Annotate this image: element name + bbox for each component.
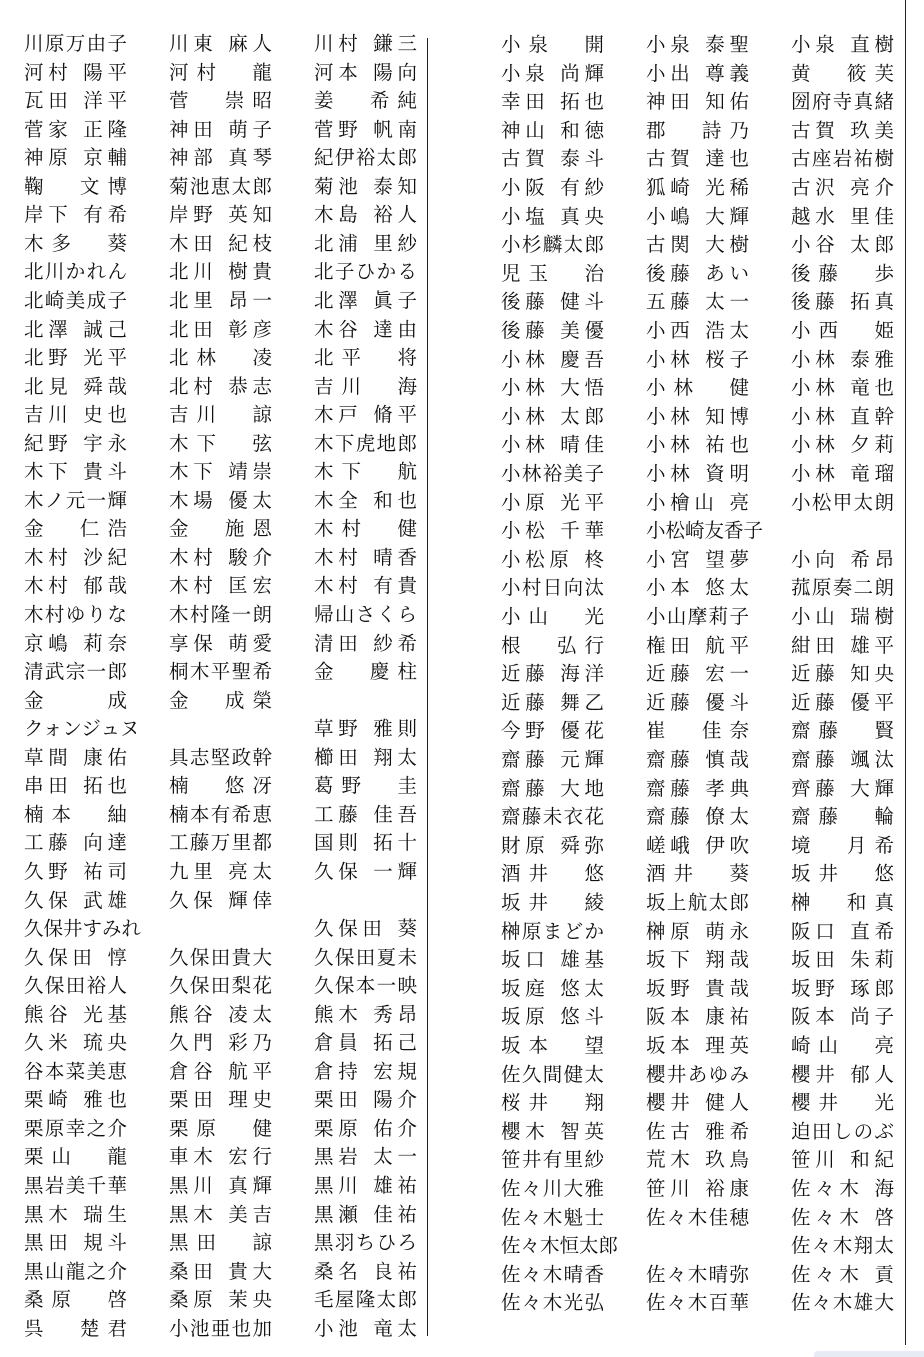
name-entry: 小 山 瑞 樹: [791, 605, 894, 628]
name-entry: 車 木 宏 行: [169, 1145, 272, 1169]
name-entry: 迫 田 し の ぶ: [791, 1119, 894, 1143]
name-entry: 呉 楚 君: [24, 1316, 127, 1340]
name-entry: 木 下 弦: [169, 431, 272, 455]
name-entry: 木 下 航: [314, 460, 417, 484]
name-entry: 小 檜 山 亮: [646, 490, 749, 514]
name-entry: 佐 々 木 晴 弥: [646, 1262, 749, 1286]
name-entry: 小 泉 泰 聖: [646, 33, 749, 56]
name-entry: 黒 岩 太 一: [314, 1145, 417, 1169]
name-entry: 北 平 将: [314, 346, 417, 370]
name-entry: [314, 887, 417, 915]
name-entry: 崎 山 亮: [791, 1034, 894, 1057]
name-entry: 坂 井 綾: [501, 891, 604, 914]
name-entry: クォンジュヌ: [24, 717, 140, 741]
name-entry: 久 保 田 梨 花: [169, 974, 272, 998]
name-entry: 小 谷 太 郎: [791, 233, 894, 257]
name-entry: 岸 野 英 知: [169, 203, 272, 227]
name-entry: 古 賀 達 也: [646, 147, 749, 171]
name-entry: 黒 川 雄 祐: [314, 1174, 417, 1197]
name-entry: 佐 古 雅 希: [646, 1119, 749, 1143]
name-entry: 近 藤 優 平: [791, 690, 894, 714]
name-entry: 草 野 雅 則: [314, 717, 417, 741]
name-entry: 黒 山 龍 之 介: [24, 1259, 127, 1283]
name-entry: 齋 藤 孝 典: [646, 776, 749, 800]
center-divider-line: [427, 38, 428, 1336]
name-entry: 北 川 樹 貴: [169, 260, 272, 284]
name-entry: 小 嶋 大 輝: [646, 204, 749, 228]
name-entry: 狐 崎 光 稀: [646, 176, 749, 199]
name-entry: 小 松 千 華: [501, 519, 604, 543]
name-entry: 栗 原 健: [169, 1116, 272, 1140]
name-entry: 佐 々 木 光 弘: [501, 1291, 604, 1315]
name-entry: 児 玉 治: [501, 261, 604, 285]
name-entry: 崔 佳 奈: [646, 719, 749, 743]
name-entry: 境 月 希: [791, 833, 894, 857]
name-entry: 木 下 虎 地 郎: [314, 431, 417, 455]
name-entry: 小 山 摩 莉 子: [646, 605, 749, 628]
name-entry: 木 村 郁 哉: [24, 574, 127, 598]
name-entry: 小 杉 麟 太 郎: [501, 233, 604, 257]
name-entry: 帰 山 さ く ら: [314, 603, 417, 626]
name-entry: [646, 1232, 749, 1260]
name-entry: 木 村 有 貴: [314, 574, 417, 598]
name-entry: 黒 川 真 輝: [169, 1174, 272, 1197]
name-entry: 草 間 康 佑: [24, 745, 127, 769]
name-entry: 坂 本 望: [501, 1034, 604, 1057]
name-entry: 菊 池 泰 知: [314, 174, 417, 198]
name-entry: 佐 々 木 啓: [791, 1205, 894, 1229]
name-entry: 工 藤 万 里 都: [169, 831, 272, 855]
name-entry: 北 里 昂 一: [169, 288, 272, 312]
name-entry: 北 崎 美 成 子: [24, 288, 127, 312]
name-entry: 荒 木 玖 鳥: [646, 1148, 749, 1172]
name-entry: 倉 谷 航 平: [169, 1059, 272, 1083]
name-entry: 齋 藤 輪: [791, 805, 894, 829]
name-entry: 小 林 竜 瑠: [791, 462, 894, 485]
name-entry: 黒 羽 ち ひ ろ: [314, 1231, 417, 1255]
name-entry: 後 藤 歩: [791, 261, 894, 285]
name-entry: 具 志 堅 政 幹: [169, 745, 272, 769]
name-entry: 嵯 峨 伊 吹: [646, 833, 749, 857]
name-entry: 坂 野 琢 郎: [791, 976, 894, 1000]
name-entry: 後 藤 拓 真: [791, 290, 894, 314]
name-entry: 小 村 日 向 汰: [501, 576, 604, 600]
name-entry: 近 藤 舞 乙: [501, 690, 604, 714]
name-entry: 榊 和 真: [791, 891, 894, 914]
name-entry: 木 村 健: [314, 517, 417, 541]
name-entry: 熊 谷 光 基: [24, 1002, 127, 1026]
name-entry: 北 川 か れ ん: [24, 260, 127, 284]
name-entry: 笹 川 裕 康: [646, 1177, 749, 1200]
name-entry: [169, 715, 272, 743]
name-entry: 河 本 陽 向: [314, 60, 417, 84]
name-entry: 川 東 麻 人: [169, 32, 272, 55]
name-entry: 栗 山 龍: [24, 1145, 127, 1169]
name-entry: 榊 原 萌 永: [646, 919, 749, 943]
name-entry: 栗 田 陽 介: [314, 1088, 417, 1112]
name-entry: 菊 池 恵 太 郎: [169, 174, 272, 198]
name-entry: 吉 川 史 也: [24, 403, 127, 427]
name-entry: 近 藤 知 央: [791, 662, 894, 686]
name-entry: 坂 本 理 英: [646, 1034, 749, 1057]
name-entry: 吉 川 海: [314, 374, 417, 398]
name-entry: 櫻 井 あ ゆ み: [646, 1062, 749, 1086]
name-entry: 紺 田 雄 平: [791, 633, 894, 657]
name-entry: 北 林 凌: [169, 346, 272, 370]
name-entry: [169, 915, 272, 943]
name-entry: 小 林 慶 吾: [501, 347, 604, 371]
name-entry: 菅 野 帆 南: [314, 117, 417, 141]
name-entry: 佐 久 間 健 太: [501, 1062, 604, 1086]
name-entry: 小 林 夕 莉: [791, 433, 894, 457]
name-entry: 北 澤 眞 子: [314, 288, 417, 312]
name-entry: 久 米 琉 央: [24, 1031, 127, 1055]
name-entry: 楠 悠 冴: [169, 774, 272, 798]
name-entry: 佐 々 木 魁 士: [501, 1205, 604, 1229]
name-entry: 佐 々 川 大 雅: [501, 1177, 604, 1200]
name-entry: 小 林 泰 雅: [791, 347, 894, 371]
name-entry: 古 座 岩 祐 樹: [791, 147, 894, 171]
name-entry: 黒 瀬 佳 祐: [314, 1202, 417, 1226]
name-entry: 工 藤 向 達: [24, 831, 127, 855]
name-entry: 神 田 知 佑: [646, 90, 749, 114]
name-entry: 国 則 拓 十: [314, 831, 417, 855]
name-entry: 坂 下 翔 哉: [646, 948, 749, 972]
name-entry: 榊 原 ま ど か: [501, 919, 604, 943]
name-entry: 権 田 航 平: [646, 633, 749, 657]
name-entry: 木 村 ゆ り な: [24, 603, 127, 626]
name-entry: 小 宮 望 夢: [646, 547, 749, 571]
name-entry: 倉 持 宏 規: [314, 1059, 417, 1083]
name-entry: 小 西 浩 太: [646, 319, 749, 342]
name-entry: 黒 田 規 斗: [24, 1231, 127, 1255]
name-entry: 黒 木 美 吉: [169, 1202, 272, 1226]
name-entry: 桜 井 翔: [501, 1091, 604, 1115]
name-entry: 圀 府 寺 真 緒: [791, 90, 894, 114]
name-entry: 鞠 文 博: [24, 174, 127, 198]
name-entry: 小 松 甲 太 朗: [791, 490, 894, 514]
name-entry: 近 藤 宏 一: [646, 662, 749, 686]
name-entry: 久 保 一 輝: [314, 859, 417, 883]
name-entry: 菰 原 奏 二 朗: [791, 576, 894, 600]
name-entry: 小 西 姫: [791, 319, 894, 342]
name-entry: 小松崎友香子: [646, 519, 764, 543]
name-entry: 小 林 竜 也: [791, 376, 894, 400]
name-entry: 坂 井 悠: [791, 862, 894, 886]
name-entry: 久 門 彩 乃: [169, 1031, 272, 1055]
right-edge-line: [905, 0, 906, 1345]
name-entry: 木 戸 脩 平: [314, 403, 417, 427]
name-entry: 工 藤 佳 吾: [314, 802, 417, 826]
name-entry: 笹 井 有 里 紗: [501, 1148, 604, 1172]
name-entry: 神 田 萌 子: [169, 117, 272, 141]
name-entry: 齋 藤 僚 太: [646, 805, 749, 829]
name-entry: 古 関 大 樹: [646, 233, 749, 257]
name-entry: 桑 原 茉 央: [169, 1288, 272, 1312]
name-entry: 櫛 田 翔 太: [314, 745, 417, 769]
name-entry: 清 田 紗 希: [314, 631, 417, 655]
name-entry: 近 藤 海 洋: [501, 662, 604, 686]
name-entry: 佐 々 木 晴 香: [501, 1262, 604, 1286]
name-entry: 木 場 優 太: [169, 488, 272, 512]
name-entry: 久保井すみれ: [24, 917, 142, 941]
name-entry: 小 林 健: [646, 376, 749, 400]
name-entry: 齋 藤 未 衣 花: [501, 805, 604, 829]
name-entry: 小 林 大 悟: [501, 376, 604, 400]
name-entry: 桑 原 啓: [24, 1288, 127, 1312]
name-entry: 齋 藤 颯 汰: [791, 748, 894, 771]
name-entry: 木 村 沙 紀: [24, 545, 127, 569]
name-entry: 小 池 亜 也 加: [169, 1316, 272, 1340]
name-entry: 楠 本 有 希 恵: [169, 802, 272, 826]
name-entry: 紀 伊 裕 太 郎: [314, 146, 417, 170]
name-entry: 小 林 晴 佳: [501, 433, 604, 457]
name-entry: 串 田 拓 也: [24, 774, 127, 798]
name-entry: 北 子 ひ か る: [314, 260, 417, 284]
name-entry: 金 仁 浩: [24, 517, 127, 541]
name-entry: 櫻 井 健 人: [646, 1091, 749, 1115]
name-entry: 熊 木 秀 昂: [314, 1002, 417, 1026]
name-entry: 小 泉 開: [501, 33, 604, 56]
name-entry: 北 澤 誠 己: [24, 317, 127, 341]
name-entry: 久 保 田 葵: [314, 917, 417, 941]
name-entry: 谷 本 菜 美 恵: [24, 1059, 127, 1083]
name-entry: 小 松 原 柊: [501, 547, 604, 571]
name-entry: 古 賀 泰 斗: [501, 147, 604, 171]
name-entry: 菅 崇 昭: [169, 89, 272, 113]
name-entry: 京 嶋 莉 奈: [24, 631, 127, 655]
name-entry: 黒 木 瑞 生: [24, 1202, 127, 1226]
name-entry: 黄 筱 芙: [791, 61, 894, 85]
name-entry: 岸 下 有 希: [24, 203, 127, 227]
name-entry: 北 野 光 平: [24, 346, 127, 370]
name-entry: 佐々木恒太郎: [501, 1234, 619, 1258]
name-entry: 後 藤 健 斗: [501, 290, 604, 314]
name-entry: 河 村 陽 平: [24, 60, 127, 84]
name-entry: 佐 々 木 翔 太: [791, 1234, 894, 1258]
name-entry: 金 成: [24, 688, 127, 712]
name-entry: 櫻 井 郁 人: [791, 1062, 894, 1086]
name-entry: 阪 本 康 祐: [646, 1005, 749, 1029]
name-entry: 葛 野 圭: [314, 774, 417, 798]
name-entry: 瓦 田 洋 平: [24, 89, 127, 113]
name-entry: 小 泉 尚 輝: [501, 61, 604, 85]
name-entry: 木 ノ 元 一 輝: [24, 488, 127, 512]
name-entry: 久 保 田 貴 大: [169, 945, 272, 969]
name-entry: 笹 川 和 紀: [791, 1148, 894, 1172]
name-entry: 神 原 京 輔: [24, 146, 127, 170]
name-entry: 倉 員 拓 己: [314, 1031, 417, 1055]
name-entry: 齋 藤 元 輝: [501, 748, 604, 771]
name-entry: 毛 屋 隆 太 郎: [314, 1288, 417, 1312]
name-entry: 久 保 本 一 映: [314, 974, 417, 998]
name-entry: 久 保 田 夏 未: [314, 945, 417, 969]
name-entry: 姜 希 純: [314, 89, 417, 113]
name-entry: 坂 原 悠 斗: [501, 1005, 604, 1029]
name-entry: 久 保 田 惇: [24, 945, 127, 969]
name-entry: 小 塩 真 央: [501, 204, 604, 228]
name-entry: 阪 口 直 希: [791, 919, 894, 943]
name-entry: 小 林 直 幹: [791, 404, 894, 428]
name-entry: 阪 本 尚 子: [791, 1005, 894, 1029]
name-entry: 佐 々 木 佳 穂: [646, 1205, 749, 1229]
name-entry: 木 村 晴 香: [314, 545, 417, 569]
name-entry: 坂 庭 悠 太: [501, 976, 604, 1000]
name-entry: 吉 川 諒: [169, 403, 272, 427]
name-entry: 楠 本 紬: [24, 802, 127, 826]
name-entry: 川 村 鎌 三: [314, 32, 417, 55]
name-entry: 櫻 井 光: [791, 1091, 894, 1115]
name-entry: 小 林 桜 子: [646, 347, 749, 371]
name-entry: 久 野 祐 司: [24, 859, 127, 883]
name-entry: 熊 谷 凌 太: [169, 1002, 272, 1026]
name-entry: 齋 藤 慎 哉: [646, 748, 749, 771]
name-entry: 久 保 田 裕 人: [24, 974, 127, 998]
name-entry: 郡 詩 乃: [646, 118, 749, 142]
name-entry: 小 林 祐 也: [646, 433, 749, 457]
name-entry: 黒 田 諒: [169, 1231, 272, 1255]
name-entry: 後 藤 あ い: [646, 261, 749, 285]
name-entry: 坂 口 雄 基: [501, 948, 604, 972]
name-entry: 金 成 榮: [169, 688, 272, 712]
name-entry: 栗 原 幸 之 介: [24, 1116, 127, 1140]
name-entry: 齋 藤 賢: [791, 719, 894, 743]
name-entry: 紀 野 宇 永: [24, 431, 127, 455]
name-entry: 金 慶 柱: [314, 660, 417, 684]
name-entry: 坂 野 貴 哉: [646, 976, 749, 1000]
name-entry: 今 野 優 花: [501, 719, 604, 743]
name-entry: 小 林 知 博: [646, 404, 749, 428]
name-entry: 酒 井 悠: [501, 862, 604, 886]
name-entry: 齊 藤 大 輝: [791, 776, 894, 800]
name-entry: 栗 崎 雅 也: [24, 1088, 127, 1112]
name-entry: 越 水 里 佳: [791, 204, 894, 228]
name-entry: 九 里 亮 太: [169, 859, 272, 883]
name-entry: 木 全 和 也: [314, 488, 417, 512]
name-entry: 幸 田 拓 也: [501, 90, 604, 114]
name-entry: 河 村 龍: [169, 60, 272, 84]
name-entry: 菅 家 正 隆: [24, 117, 127, 141]
name-entry: 齋 藤 大 地: [501, 776, 604, 800]
name-entry: 坂 田 朱 莉: [791, 948, 894, 972]
scroll-corner-shade: [814, 1351, 924, 1357]
name-entry: 小 林 資 明: [646, 462, 749, 485]
name-entry: 古 沢 亮 介: [791, 176, 894, 199]
name-entry: 久 保 輝 倖: [169, 888, 272, 912]
name-entry: 桑 田 貴 大: [169, 1259, 272, 1283]
name-entry: 北 浦 里 紗: [314, 231, 417, 255]
name-entry: 小 本 悠 太: [646, 576, 749, 600]
name-entry: 木 村 駿 介: [169, 545, 272, 569]
name-entry: 佐 々 木 貢: [791, 1262, 894, 1286]
name-entry: 坂 上 航 太 郎: [646, 891, 749, 914]
name-entry: 佐 々 木 百 華: [646, 1291, 749, 1315]
name-entry: 黒 岩 美 千 華: [24, 1174, 127, 1197]
name-entry: 古 賀 玖 美: [791, 118, 894, 142]
name-entry: 木 谷 達 由: [314, 317, 417, 341]
name-entry: [314, 687, 417, 715]
name-entry: 佐 々 木 雄 大: [791, 1291, 894, 1315]
name-entry: 酒 井 葵: [646, 862, 749, 886]
name-entry: 木 下 貴 斗: [24, 460, 127, 484]
name-entry: 櫻 木 智 英: [501, 1119, 604, 1143]
name-entry: 小 原 光 平: [501, 490, 604, 514]
name-entry: 小 向 希 昂: [791, 547, 894, 571]
name-entry: 木 田 紀 枝: [169, 231, 272, 255]
name-entry: 神 部 真 琴: [169, 146, 272, 170]
name-entry: 木 島 裕 人: [314, 203, 417, 227]
name-entry: 小 出 尊 義: [646, 61, 749, 85]
name-entry: 北 見 舜 哉: [24, 374, 127, 398]
name-entry: 清 武 宗 一 郎: [24, 660, 127, 684]
name-entry: 財 原 舜 弥: [501, 833, 604, 857]
name-entry: 小 林 太 郎: [501, 404, 604, 428]
name-entry: 桑 名 良 祐: [314, 1259, 417, 1283]
name-entry: 神 山 和 徳: [501, 118, 604, 142]
name-entry: 近 藤 優 斗: [646, 690, 749, 714]
name-entry: 小 林 裕 美 子: [501, 462, 604, 485]
name-entry: 木 村 匡 宏: [169, 574, 272, 598]
name-entry: 根 弘 行: [501, 633, 604, 657]
name-entry: 小 山 光: [501, 605, 604, 628]
name-entry: 小 阪 有 紗: [501, 176, 604, 199]
name-entry: 久 保 武 雄: [24, 888, 127, 912]
name-entry: 栗 田 理 史: [169, 1088, 272, 1112]
name-entry: 栗 原 佑 介: [314, 1116, 417, 1140]
name-entry: 金 施 恩: [169, 517, 272, 541]
name-entry: 北 田 彰 彦: [169, 317, 272, 341]
name-entry: 木 村 隆 一 朗: [169, 603, 272, 626]
name-entry: 北 村 恭 志: [169, 374, 272, 398]
name-entry: 佐 々 木 海: [791, 1177, 894, 1200]
name-entry: 小 泉 直 樹: [791, 33, 894, 56]
name-entry: 享 保 萌 愛: [169, 631, 272, 655]
name-entry: 桐 木 平 聖 希: [169, 660, 272, 684]
name-entry: 川 原 万 由 子: [24, 32, 127, 55]
name-entry: 五 藤 太 一: [646, 290, 749, 314]
name-entry: 小 池 竜 太: [314, 1316, 417, 1340]
name-entry: 木 下 靖 崇: [169, 460, 272, 484]
name-entry: 木 多 葵: [24, 231, 127, 255]
name-entry: 後 藤 美 優: [501, 319, 604, 342]
name-entry: [791, 517, 894, 545]
